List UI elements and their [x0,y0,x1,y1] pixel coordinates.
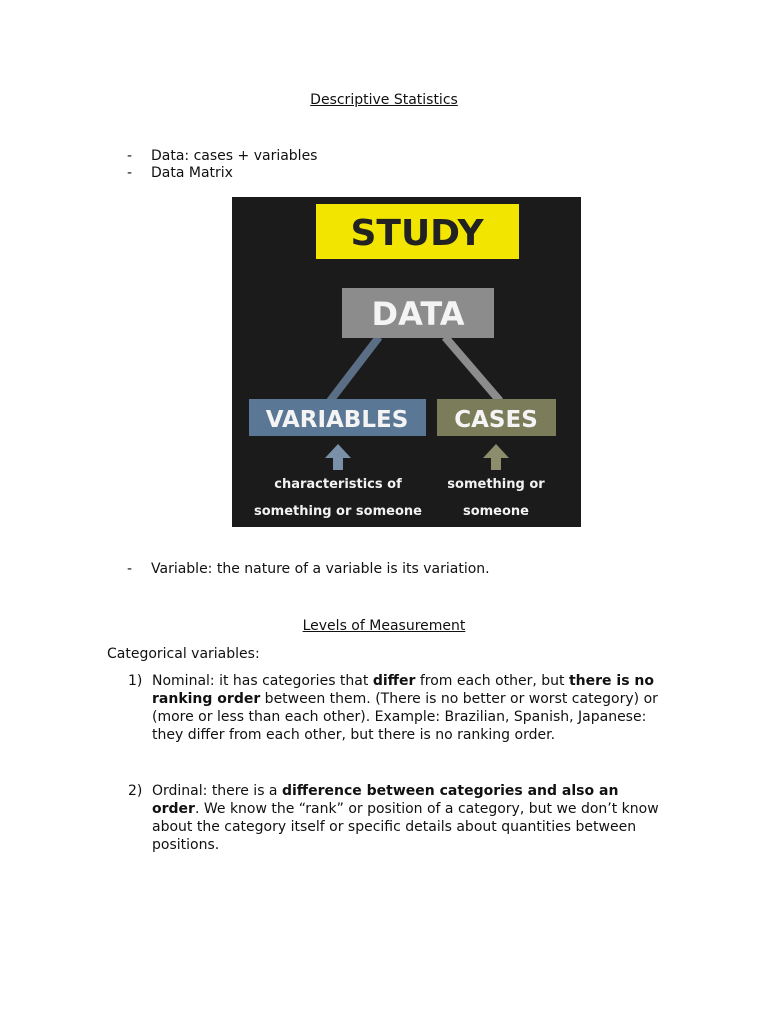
item-text: from each other, but [415,673,569,689]
dash-marker: - [127,165,133,181]
cases-description-line1: something or [447,477,545,492]
item-text: . We know the “rank” or position of a category, but we don’t know about the category itself or specific details about quantities between positions. [152,801,659,853]
page-title: Descriptive Statistics [310,92,458,108]
numbered-item-nominal [128,672,668,744]
item-emphasis: differ [372,673,416,689]
item-number: 1) [128,673,143,689]
diagram-graphic [232,197,581,527]
item-body [152,672,668,744]
dash-marker: - [127,561,133,577]
data-label: DATA [371,295,465,333]
categorical-label: Categorical variables: [107,646,260,662]
cases-description-line2: someone [462,504,530,519]
section-title: Levels of Measurement [302,618,466,634]
list-item-text: Variable: the nature of a variable is its variation. [151,561,490,577]
item-emphasis: difference between categories and also an order [152,783,619,817]
item-number: 2) [128,783,143,799]
list-item-text: Data: cases + variables [151,148,318,164]
list-item [127,560,490,578]
study-data-diagram [232,197,581,527]
study-label: STUDY [350,213,484,254]
variables-label: VARIABLES [265,407,409,433]
item-text: Nominal: it has categories that [152,673,373,689]
numbered-item-ordinal [128,782,668,854]
item-body [152,782,668,854]
list-item [127,147,317,165]
list-item-text: Data Matrix [151,165,233,181]
item-text: Ordinal: there is a [152,783,282,799]
cases-label: CASES [454,407,538,433]
variables-description-line1: characteristics of [274,477,402,492]
variables-description-line2: something or someone [254,504,422,519]
item-emphasis: there is no ranking order [152,673,655,707]
list-item [127,164,233,182]
dash-marker: - [127,148,133,164]
item-text: between them. (There is no better or worst category) or (more or less than each other). Example: Brazilian, Spanish, Japanese: they differ from each other, but there is no ranking order. [152,691,658,743]
